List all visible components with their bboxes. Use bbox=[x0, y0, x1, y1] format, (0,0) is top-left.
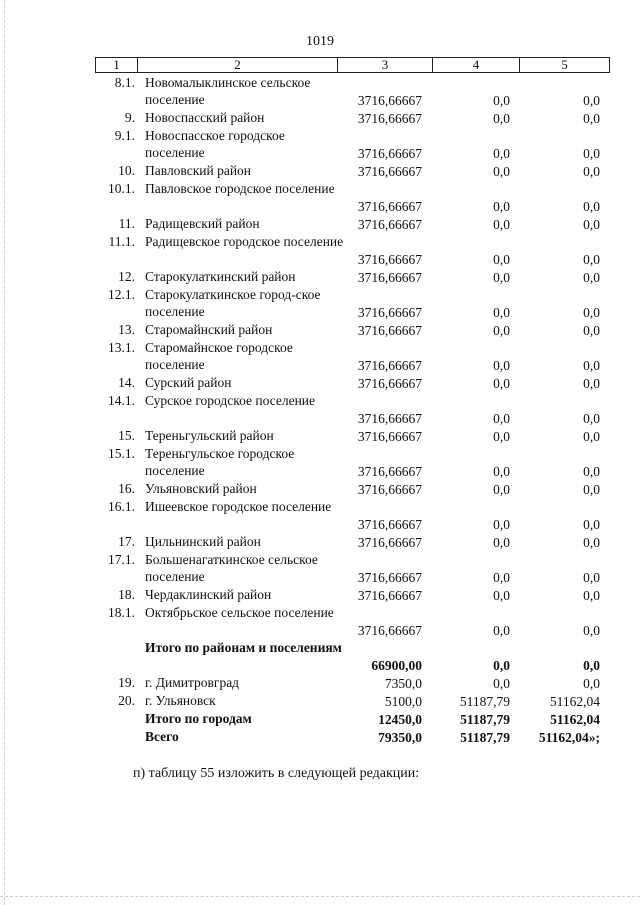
row-col-5: 0,0 bbox=[583, 464, 600, 479]
row-col-3: 66900,00 bbox=[371, 658, 422, 673]
table-row bbox=[95, 339, 610, 374]
row-col-5: 0,0 bbox=[583, 588, 600, 603]
row-name: Старомайнское городское поселение bbox=[145, 340, 293, 372]
table-row bbox=[95, 639, 610, 674]
row-col-4: 0,0 bbox=[493, 676, 510, 691]
row-col-4: 0,0 bbox=[493, 658, 510, 673]
row-col-5: 0,0 bbox=[583, 93, 600, 108]
table-row bbox=[95, 215, 610, 233]
row-col-5: 0,0 bbox=[583, 535, 600, 550]
row-col-5: 0,0 bbox=[583, 199, 600, 214]
row-col-4: 0,0 bbox=[493, 164, 510, 179]
row-name: Цильнинский район bbox=[145, 534, 261, 549]
table-row bbox=[95, 674, 610, 692]
row-number: 11. bbox=[118, 216, 135, 231]
row-col-3: 7350,0 bbox=[384, 676, 422, 691]
table-row bbox=[95, 321, 610, 339]
row-number: 9. bbox=[124, 110, 135, 125]
row-col-3: 3716,66667 bbox=[357, 376, 422, 391]
table-row bbox=[95, 127, 610, 162]
row-col-3: 3716,66667 bbox=[357, 93, 422, 108]
row-number: 14.1. bbox=[108, 393, 135, 408]
row-name: г. Димитровград bbox=[145, 675, 240, 690]
row-col-3: 5100,0 bbox=[384, 694, 422, 709]
header-col-5: 5 bbox=[561, 57, 568, 72]
table-row bbox=[95, 586, 610, 604]
row-col-5: 0,0 bbox=[583, 623, 600, 638]
row-name: Чердаклинский район bbox=[145, 587, 272, 602]
table-row bbox=[95, 268, 610, 286]
row-number: 14. bbox=[118, 375, 135, 390]
row-col-4: 0,0 bbox=[493, 570, 510, 585]
row-col-4: 0,0 bbox=[493, 305, 510, 320]
row-col-3: 3716,66667 bbox=[357, 164, 422, 179]
row-col-4: 0,0 bbox=[493, 199, 510, 214]
row-name: Новомалыклинское сельское поселение bbox=[145, 75, 311, 107]
table-row bbox=[95, 480, 610, 498]
row-name: Всего bbox=[145, 729, 179, 744]
table-row bbox=[95, 604, 610, 639]
table-row bbox=[95, 109, 610, 127]
row-col-4: 51187,79 bbox=[460, 730, 510, 745]
row-name: Старомайнский район bbox=[145, 322, 273, 337]
row-col-3: 3716,66667 bbox=[357, 429, 422, 444]
row-number: 10. bbox=[118, 163, 135, 178]
row-col-3: 3716,66667 bbox=[357, 482, 422, 497]
table-row bbox=[95, 162, 610, 180]
row-col-5: 51162,04 bbox=[549, 694, 600, 709]
row-col-5: 0,0 bbox=[583, 482, 600, 497]
table-row bbox=[95, 233, 610, 268]
row-number: 8.1. bbox=[114, 75, 135, 90]
row-number: 13. bbox=[118, 322, 135, 337]
row-number: 16. bbox=[118, 481, 135, 496]
row-name: Ульяновский район bbox=[145, 481, 257, 496]
row-col-4: 0,0 bbox=[493, 588, 510, 603]
row-col-4: 51187,79 bbox=[459, 694, 510, 709]
table-row bbox=[95, 180, 610, 215]
table-row bbox=[95, 392, 610, 427]
row-name: Старокулаткинский район bbox=[145, 269, 296, 284]
row-name: г. Ульяновск bbox=[145, 693, 216, 708]
row-col-4: 0,0 bbox=[493, 535, 510, 550]
header-col-3: 3 bbox=[338, 58, 433, 72]
row-col-5: 0,0 bbox=[583, 252, 600, 267]
table-row bbox=[95, 427, 610, 445]
row-col-4: 0,0 bbox=[493, 323, 510, 338]
row-col-5: 51162,04 bbox=[550, 712, 600, 727]
row-number: 17.1. bbox=[108, 552, 135, 567]
row-col-4: 0,0 bbox=[493, 270, 510, 285]
row-col-4: 0,0 bbox=[493, 482, 510, 497]
row-col-4: 0,0 bbox=[493, 252, 510, 267]
table-row bbox=[95, 74, 610, 109]
row-col-5: 0,0 bbox=[583, 676, 600, 691]
row-name: Павловский район bbox=[145, 163, 252, 178]
row-col-3: 3716,66667 bbox=[357, 305, 422, 320]
row-col-3: 3716,66667 bbox=[357, 270, 422, 285]
scan-edge-left bbox=[4, 0, 6, 905]
row-col-3: 3716,66667 bbox=[357, 411, 422, 426]
page-number: 1019 bbox=[306, 34, 334, 49]
row-col-5: 0,0 bbox=[583, 658, 600, 673]
row-number: 19. bbox=[118, 675, 135, 690]
row-col-5: 0,0 bbox=[583, 570, 600, 585]
row-col-4: 0,0 bbox=[493, 464, 510, 479]
row-col-5: 51162,04»; bbox=[538, 730, 600, 745]
row-col-3: 3716,66667 bbox=[357, 323, 422, 338]
row-col-3: 3716,66667 bbox=[357, 111, 422, 126]
row-number: 13.1. bbox=[108, 340, 135, 355]
row-col-4: 0,0 bbox=[493, 111, 510, 126]
table-row bbox=[95, 692, 610, 710]
row-col-5: 0,0 bbox=[583, 111, 600, 126]
row-col-3: 3716,66667 bbox=[357, 588, 422, 603]
row-col-4: 0,0 bbox=[493, 376, 510, 391]
row-col-3: 12450,0 bbox=[378, 712, 422, 727]
header-col-4: 4 bbox=[433, 58, 520, 72]
row-col-5: 0,0 bbox=[583, 323, 600, 338]
row-col-4: 0,0 bbox=[493, 93, 510, 108]
row-name: Ишеевское городское поселение bbox=[145, 499, 332, 514]
row-col-5: 0,0 bbox=[583, 376, 600, 391]
row-name: Сурский район bbox=[145, 375, 232, 390]
row-col-4: 0,0 bbox=[493, 517, 510, 532]
row-col-4: 0,0 bbox=[493, 623, 510, 638]
header-col-1: 1 bbox=[96, 58, 138, 72]
table-row bbox=[95, 533, 610, 551]
table-row bbox=[95, 551, 610, 586]
row-col-4: 0,0 bbox=[493, 146, 510, 161]
row-name: Сурское городское поселение bbox=[145, 393, 316, 408]
row-col-4: 0,0 bbox=[493, 429, 510, 444]
row-number: 18.1. bbox=[108, 605, 135, 620]
footer-text: п) таблицу 55 изложить в следующей редакции: bbox=[133, 766, 420, 781]
row-col-4: 0,0 bbox=[493, 358, 510, 373]
row-col-3: 3716,66667 bbox=[357, 146, 422, 161]
row-name: Тереньгульское городское поселение bbox=[145, 446, 295, 478]
row-col-5: 0,0 bbox=[583, 270, 600, 285]
table-row bbox=[95, 498, 610, 533]
row-col-5: 0,0 bbox=[583, 429, 600, 444]
table-row bbox=[95, 286, 610, 321]
table-row bbox=[95, 728, 610, 746]
row-number: 18. bbox=[118, 587, 135, 602]
row-number: 10.1. bbox=[108, 181, 135, 196]
row-name: Октябрьское сельское поселение bbox=[145, 605, 334, 620]
row-number: 16.1. bbox=[108, 499, 135, 514]
row-number: 12. bbox=[118, 269, 135, 284]
row-number: 9.1. bbox=[114, 128, 135, 143]
row-name: Новоспасский район bbox=[145, 110, 265, 125]
table-row bbox=[95, 710, 610, 728]
row-col-5: 0,0 bbox=[583, 411, 600, 426]
table-header bbox=[95, 57, 610, 73]
row-col-4: 0,0 bbox=[493, 411, 510, 426]
row-col-3: 3716,66667 bbox=[357, 570, 422, 585]
row-number: 11.1. bbox=[108, 234, 135, 249]
row-name: Большенагаткинское сельское поселение bbox=[145, 552, 318, 584]
row-col-5: 0,0 bbox=[583, 358, 600, 373]
row-col-5: 0,0 bbox=[583, 146, 600, 161]
row-col-5: 0,0 bbox=[583, 305, 600, 320]
row-col-3: 3716,66667 bbox=[357, 217, 422, 232]
row-number: 15. bbox=[118, 428, 135, 443]
scan-edge-bottom bbox=[0, 896, 640, 898]
table-body bbox=[95, 74, 610, 746]
row-number: 15.1. bbox=[108, 446, 135, 461]
row-col-3: 3716,66667 bbox=[357, 252, 422, 267]
row-col-3: 3716,66667 bbox=[357, 535, 422, 550]
row-number: 20. bbox=[118, 693, 135, 708]
row-col-4: 0,0 bbox=[493, 217, 510, 232]
table-row bbox=[95, 445, 610, 480]
row-col-3: 3716,66667 bbox=[357, 517, 422, 532]
row-name: Радищевский район bbox=[145, 216, 260, 231]
row-name: Павловское городское поселение bbox=[145, 181, 335, 196]
row-col-4: 51187,79 bbox=[460, 712, 510, 727]
row-name: Старокулаткинское город-ское поселение bbox=[145, 287, 321, 319]
row-col-5: 0,0 bbox=[583, 217, 600, 232]
row-col-5: 0,0 bbox=[583, 164, 600, 179]
row-col-5: 0,0 bbox=[583, 517, 600, 532]
row-col-3: 79350,0 bbox=[378, 730, 422, 745]
row-name: Тереньгульский район bbox=[145, 428, 274, 443]
row-name: Итого по городам bbox=[145, 711, 252, 726]
row-number: 12.1. bbox=[108, 287, 135, 302]
row-name: Итого по районам и поселениям bbox=[145, 640, 342, 655]
row-col-3: 3716,66667 bbox=[357, 623, 422, 638]
table-row bbox=[95, 374, 610, 392]
row-col-3: 3716,66667 bbox=[357, 358, 422, 373]
row-number: 17. bbox=[118, 534, 135, 549]
header-col-2: 2 bbox=[138, 58, 338, 72]
row-name: Новоспасское городское поселение bbox=[145, 128, 285, 160]
row-col-3: 3716,66667 bbox=[357, 199, 422, 214]
row-name: Радищевское городское поселение bbox=[145, 234, 344, 249]
row-col-3: 3716,66667 bbox=[357, 464, 422, 479]
